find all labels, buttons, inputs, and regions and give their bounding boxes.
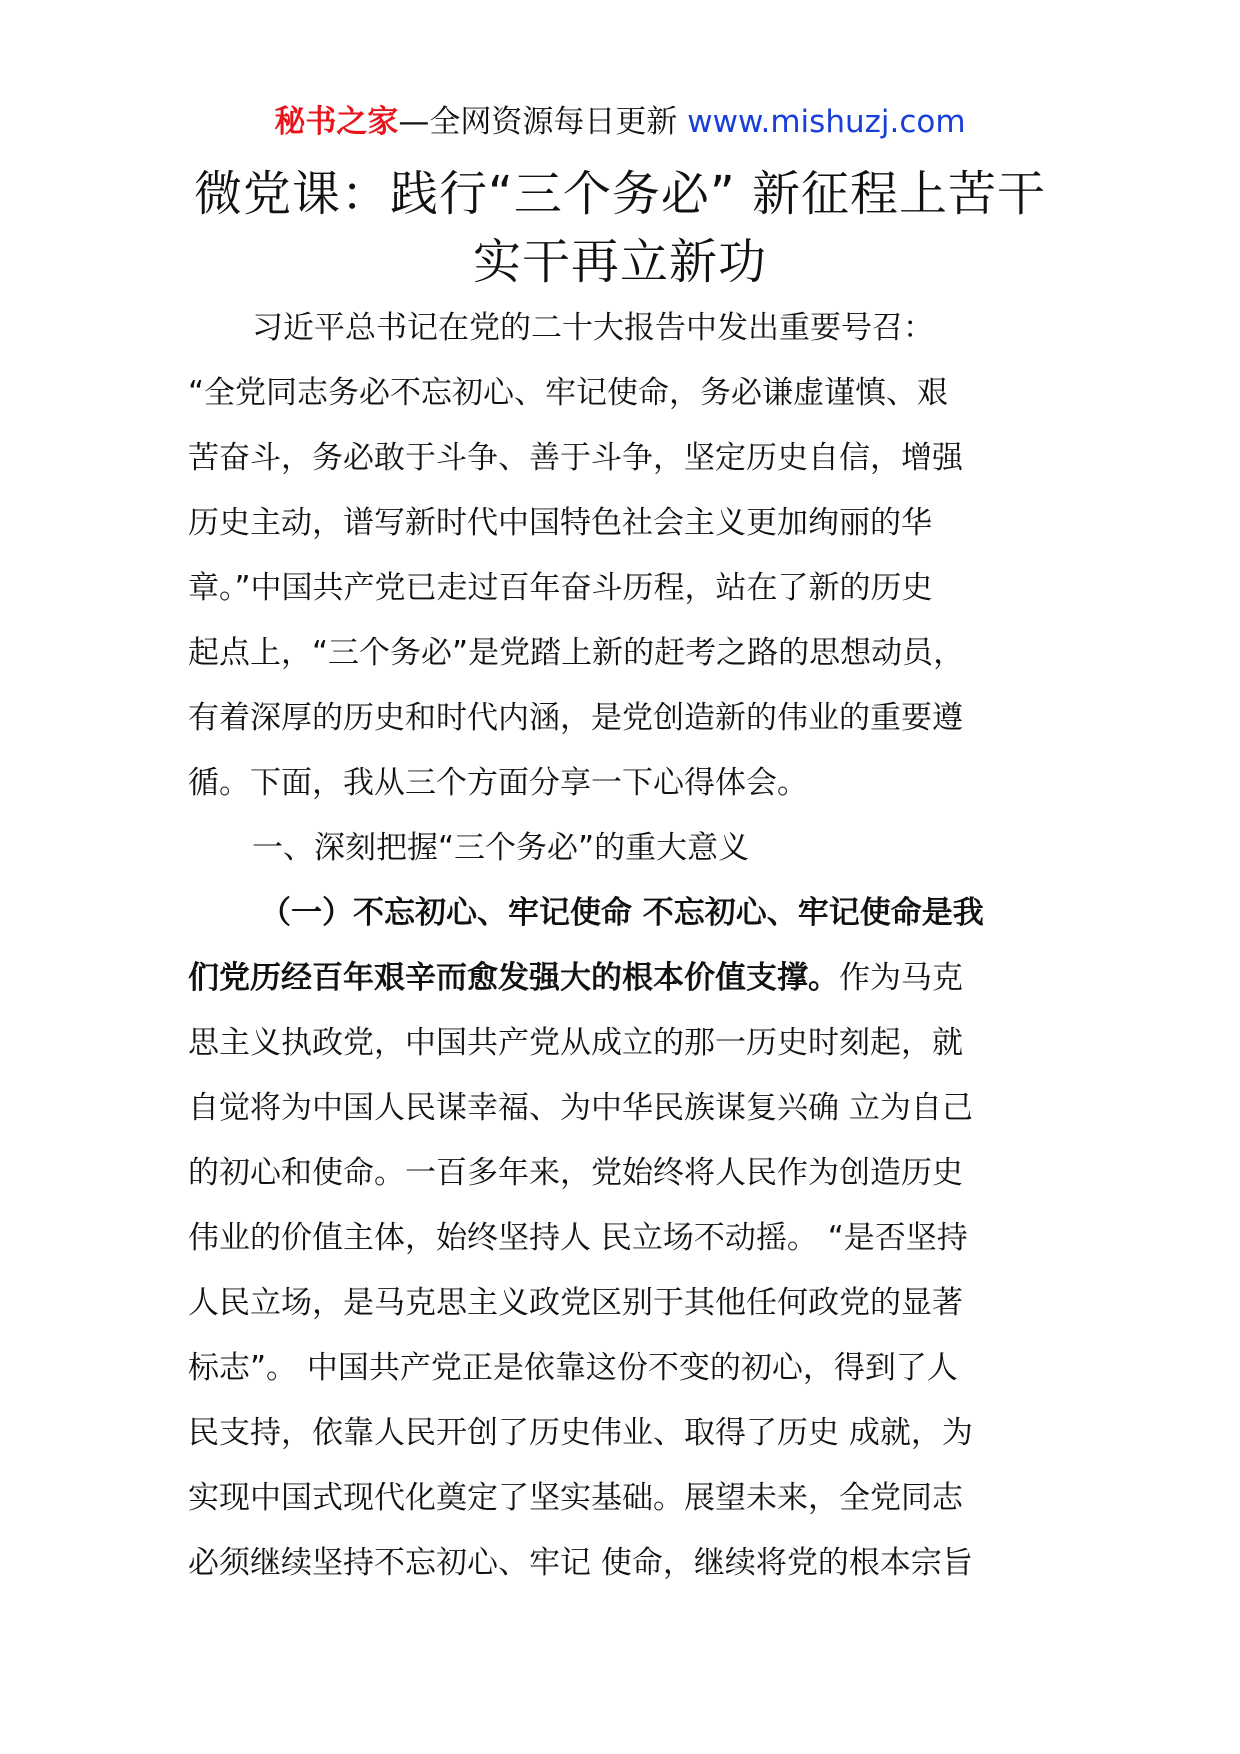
body-line: 必须继续坚持不忘初心、牢记 使命，继续将党的根本宗旨 <box>188 1545 973 1581</box>
document-body <box>188 296 1068 1596</box>
body-line: 人民立场，是马克思主义政党区别于其他任何政党的显著 <box>188 1285 963 1321</box>
site-header <box>0 100 1240 144</box>
subsection-heading: （一）不忘初心、牢记使命 不忘初心、牢记使命是我 <box>260 895 984 931</box>
body-line: 伟业的价值主体，始终坚持人 民立场不动摇。 “是否坚持 <box>188 1220 968 1256</box>
body-line: 苦奋斗，务必敢于斗争、善于斗争，坚定历史自信，增强 <box>188 440 963 476</box>
body-line: 自觉将为中国人民谋幸福、为中华民族谋复兴确 立为自己 <box>188 1090 973 1126</box>
section-heading: 一、深刻把握“三个务必”的重大意义 <box>252 830 750 866</box>
title-line-1: 微党课：践行“三个务必” 新征程上苦干 <box>194 166 1046 222</box>
body-line: “全党同志务必不忘初心、牢记使命，务必谦虚谨慎、艰 <box>188 375 949 411</box>
document-title <box>150 160 1090 296</box>
header-tagline: —全网资源每日更新 <box>398 104 688 140</box>
body-line: 标志”。 中国共产党正是依靠这份不变的初心，得到了人 <box>188 1350 958 1386</box>
brand-name: 秘书之家 <box>274 104 399 140</box>
body-line: 实现中国式现代化奠定了坚实基础。展望未来，全党同志 <box>188 1480 963 1516</box>
body-line: 循。下面，我从三个方面分享一下心得体会。 <box>188 765 808 801</box>
body-text: 作为马克 <box>839 960 963 996</box>
body-line: 有着深厚的历史和时代内涵，是党创造新的伟业的重要遵 <box>188 700 963 736</box>
body-line: 历史主动，谱写新时代中国特色社会主义更加绚丽的华 <box>188 505 932 541</box>
bold-emphasis: 们党历经百年艰辛而愈发强大的根本价值支撑。 <box>188 960 839 996</box>
body-line-mixed <box>188 946 1068 1011</box>
body-line: 的初心和使命。一百多年来，党始终将人民作为创造历史 <box>188 1155 963 1191</box>
body-line: 起点上，“三个务必”是党踏上新的赶考之路的思想动员， <box>188 635 965 671</box>
site-url-link[interactable]: www.mishuzj.com <box>687 104 966 140</box>
body-line: 习近平总书记在党的二十大报告中发出重要号召： <box>252 310 934 346</box>
body-line: 民支持，依靠人民开创了历史伟业、取得了历史 成就，为 <box>188 1415 973 1451</box>
body-line: 思主义执政党，中国共产党从成立的那一历史时刻起，就 <box>188 1025 963 1061</box>
title-line-2: 实干再立新功 <box>472 234 767 290</box>
body-line: 章。”中国共产党已走过百年奋斗历程，站在了新的历史 <box>188 570 933 606</box>
